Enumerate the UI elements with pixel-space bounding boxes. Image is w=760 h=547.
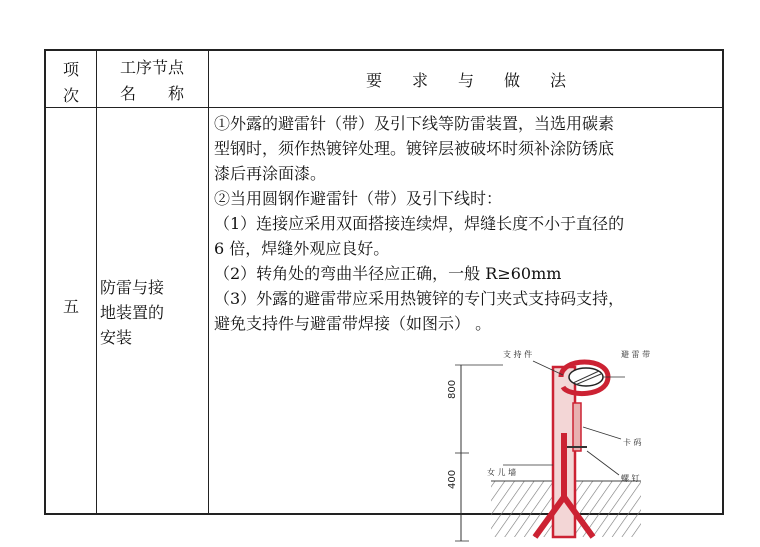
header-text: 项 <box>62 60 79 79</box>
label-wall: 女 儿 墙 <box>487 468 517 477</box>
dimension-label: 400 <box>447 469 458 489</box>
label-rod: 避 雷 带 <box>621 350 651 359</box>
header-text: 名 <box>120 84 137 103</box>
row-requirements <box>214 111 714 336</box>
requirement-line: 避免支持件与避雷带焊接（如图示） 。 <box>214 314 492 333</box>
header-char: 求 <box>411 71 428 90</box>
header-char: 与 <box>457 71 474 90</box>
header-text: 次 <box>62 86 79 105</box>
table-divider <box>46 107 722 108</box>
header-char: 法 <box>550 71 567 90</box>
node-line: 安装 <box>100 328 133 347</box>
requirement-line: ②当用圆钢作避雷针（带）及引下线时： <box>214 189 503 208</box>
requirement-line: 漆后再涂面漆。 <box>214 164 327 183</box>
label-support: 支 持 件 <box>503 350 533 359</box>
dimension-label: 800 <box>447 379 458 399</box>
requirement-line: （1）连接应采用双面搭接连续焊，焊缝长度不小于直径的 <box>214 214 625 233</box>
header-process-node <box>96 55 208 107</box>
leader-line <box>583 427 621 439</box>
header-char: 要 <box>365 71 382 90</box>
header-text: 工序节点 <box>119 58 184 77</box>
node-line: 防雷与接 <box>100 278 165 297</box>
node-line: 地装置的 <box>100 303 165 322</box>
row-process-node <box>100 275 204 350</box>
header-requirements <box>208 67 724 95</box>
row-number: 五 <box>62 297 79 316</box>
process-table <box>44 49 724 515</box>
table-divider <box>96 51 97 513</box>
clip <box>573 403 581 451</box>
requirement-line: 6 倍，焊缝外观应良好。 <box>214 239 390 258</box>
table-divider <box>208 51 209 513</box>
requirement-line: （3）外露的避雷带应采用热镀锌的专门夹式支持码支持， <box>214 289 625 308</box>
header-item-number <box>46 57 96 109</box>
lightning-rod-clamp-diagram <box>403 347 673 547</box>
label-nail: 螺 钉 <box>621 474 640 483</box>
requirement-line: ①外露的避雷针（带）及引下线等防雷装置，当选用碳素 <box>214 114 615 133</box>
requirement-line: 型钢时，须作热镀锌处理。镀锌层被破坏时须补涂防锈底 <box>214 139 615 158</box>
requirement-line: （2）转角处的弯曲半径应正确，一般 R≥60mm <box>214 264 562 283</box>
header-text: 称 <box>167 84 184 103</box>
label-clip: 卡 码 <box>623 438 642 447</box>
header-char: 做 <box>504 71 521 90</box>
leader-line <box>587 451 619 475</box>
